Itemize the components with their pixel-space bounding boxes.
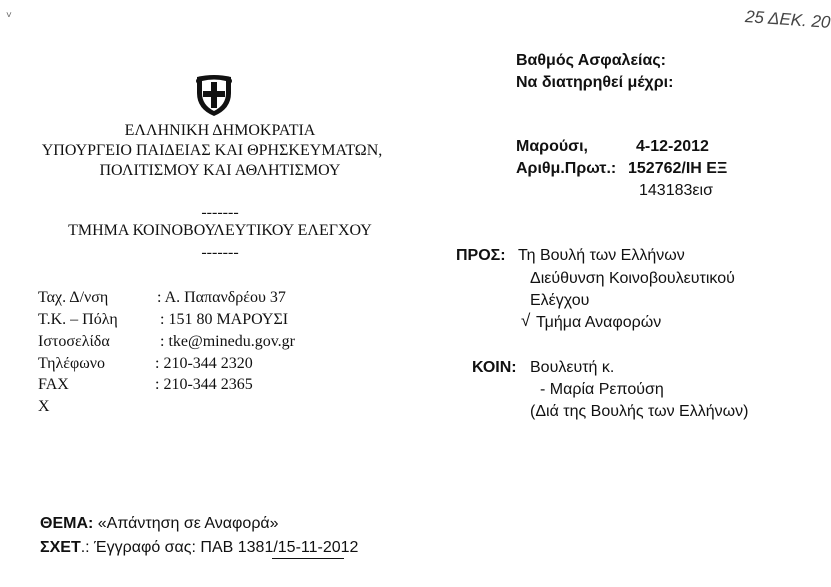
subject-line xyxy=(40,515,279,533)
contact-label-fax: FAX xyxy=(38,376,69,393)
contact-value-website: : tke@minedu.gov.gr xyxy=(160,333,296,350)
recipient-line-4: Τμήμα Αναφορών xyxy=(536,314,662,331)
check-mark-icon: √ xyxy=(521,311,531,330)
contact-label-phone: Τηλέφωνο xyxy=(38,355,106,372)
retain-until: Να διατηρηθεί μέχρι: xyxy=(516,74,674,91)
contact-label-x: X xyxy=(38,398,50,415)
reference-text: .: Έγγραφό σας: ΠΑΒ 1381/15-11-2012 xyxy=(80,539,359,556)
ministry-line-2: ΠΟΛΙΤΙΣΜΟΥ ΚΑΙ ΑΘΛΗΤΙΣΜΟΥ xyxy=(99,162,341,179)
recipient-line-3: Ελέγχου xyxy=(530,292,590,309)
scan-speck: ˅ xyxy=(6,10,12,21)
contact-value-phone: : 210-344 2320 xyxy=(155,355,253,372)
protocol-label: Αριθμ.Πρωτ.: xyxy=(516,160,617,177)
country-name: ΕΛΛΗΝΙΚΗ ΔΗΜΟΚΡΑΤΙΑ xyxy=(124,122,316,139)
place-name: Μαρούσι, xyxy=(516,138,588,155)
cc-line-3: (Διά της Βουλής των Ελλήνων) xyxy=(530,403,749,420)
ministry-line-1: ΥΠΟΥΡΓΕΙΟ ΠΑΙΔΕΙΑΣ ΚΑΙ ΘΡΗΣΚΕΥΜΑΤΩΝ, xyxy=(41,142,383,159)
contact-label-postcode: Τ.Κ. – Πόλη xyxy=(38,311,118,328)
reference-label: ΣΧΕΤ xyxy=(40,539,81,556)
divider-dashes-1: ------- xyxy=(201,204,239,221)
contact-value-address: : Α. Παπανδρέου 37 xyxy=(157,289,286,306)
recipient-line-1: Τη Βουλή των Ελλήνων xyxy=(518,247,685,264)
document-date: 4-12-2012 xyxy=(636,138,709,155)
cc-line-2: - Μαρία Ρεπούση xyxy=(540,381,664,398)
divider-dashes-2: ------- xyxy=(201,244,239,261)
protocol-number: 152762/ΙΗ ΕΞ xyxy=(628,160,728,177)
coat-of-arms-emblem xyxy=(193,73,235,117)
contact-label-website: Ιστοσελίδα xyxy=(38,333,110,350)
reference-line xyxy=(40,539,358,557)
contact-label-address: Ταχ. Δ/νση xyxy=(38,289,109,306)
recipient-line-2: Διεύθυνση Κοινοβουλευτικού xyxy=(530,270,735,287)
received-stamp: 25 ΔΕΚ. 20 xyxy=(744,7,831,32)
security-level: Βαθμός Ασφαλείας: xyxy=(516,52,666,69)
recipient-label: ΠΡΟΣ: xyxy=(456,247,506,264)
contact-value-postcode: : 151 80 ΜΑΡΟΥΣΙ xyxy=(160,311,289,328)
reference-underline xyxy=(272,558,344,559)
cc-label: ΚΟΙΝ: xyxy=(472,359,517,376)
department-name: ΤΜΗΜΑ ΚΟΙΝΟΒΟΥΛΕΥΤΙΚΟΥ ΕΛΕΓΧΟΥ xyxy=(68,222,372,239)
contact-value-fax: : 210-344 2365 xyxy=(155,376,253,393)
subject-label: ΘΕΜΑ: xyxy=(40,515,94,532)
protocol-sub-number: 143183εισ xyxy=(639,182,713,199)
subject-text: «Απάντηση σε Αναφορά» xyxy=(97,515,279,532)
cc-line-1: Βουλευτή κ. xyxy=(530,359,615,376)
